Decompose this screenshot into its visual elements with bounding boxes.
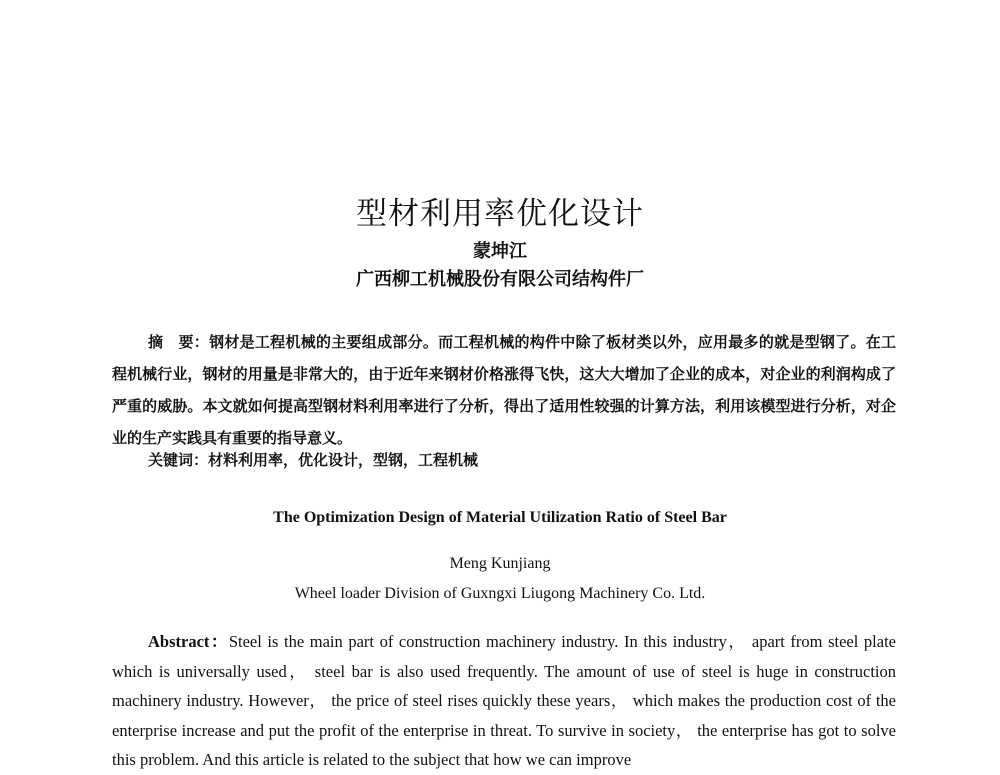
paper-title-en: The Optimization Design of Material Utilization Ratio of Steel Bar	[273, 509, 727, 526]
abstract-label-en: Abstract：	[148, 632, 229, 651]
affiliation-en: Wheel loader Division of Guxngxi Liugong Machinery Co. Ltd.	[294, 585, 706, 602]
abstract-label-cn: 摘 要：	[148, 333, 210, 351]
abstract-text-cn: 钢材是工程机械的主要组成部分。而工程机械的构件中除了板材类以外，应用最多的就是型钢了。在工程机械行业，钢材的用量是非常大的，由于近年来钢材价格涨得飞快，这大大增加了企业的成本，对企业的利润构成了严重的威胁。本文就如何提高型钢材料利用率进行了分析，得出了适用性较强的计算方法，利用该模型进行分析，对企业的生产实践具有重要的指导意义。	[112, 333, 896, 447]
author-name-cn: 蒙坤江	[473, 241, 527, 262]
paper-title-cn: 型材利用率优化设计	[356, 195, 644, 232]
author-name-en: Meng Kunjiang	[449, 555, 551, 572]
abstract-cn	[112, 326, 896, 454]
keywords-cn	[148, 448, 896, 472]
keywords-label-cn: 关键词：	[148, 451, 209, 469]
abstract-en	[112, 627, 896, 775]
affiliation-cn: 广西柳工机械股份有限公司结构件厂	[356, 269, 644, 290]
keywords-text-cn: 材料利用率，优化设计，型钢，工程机械	[208, 451, 479, 469]
abstract-text-en: Steel is the main part of construction machinery industry. In this industry， apart from steel plate which is universally used， steel bar is also used frequently. The amount of use of steel is huge in construction machinery industry. However， the price of steel rises quickly these years， which makes the production cost of the enterprise increase and put the profit of the enterprise in threat. To survive in society， the enterprise has got to solve this problem. And this article is related to the subject that how we can improve	[112, 632, 896, 769]
